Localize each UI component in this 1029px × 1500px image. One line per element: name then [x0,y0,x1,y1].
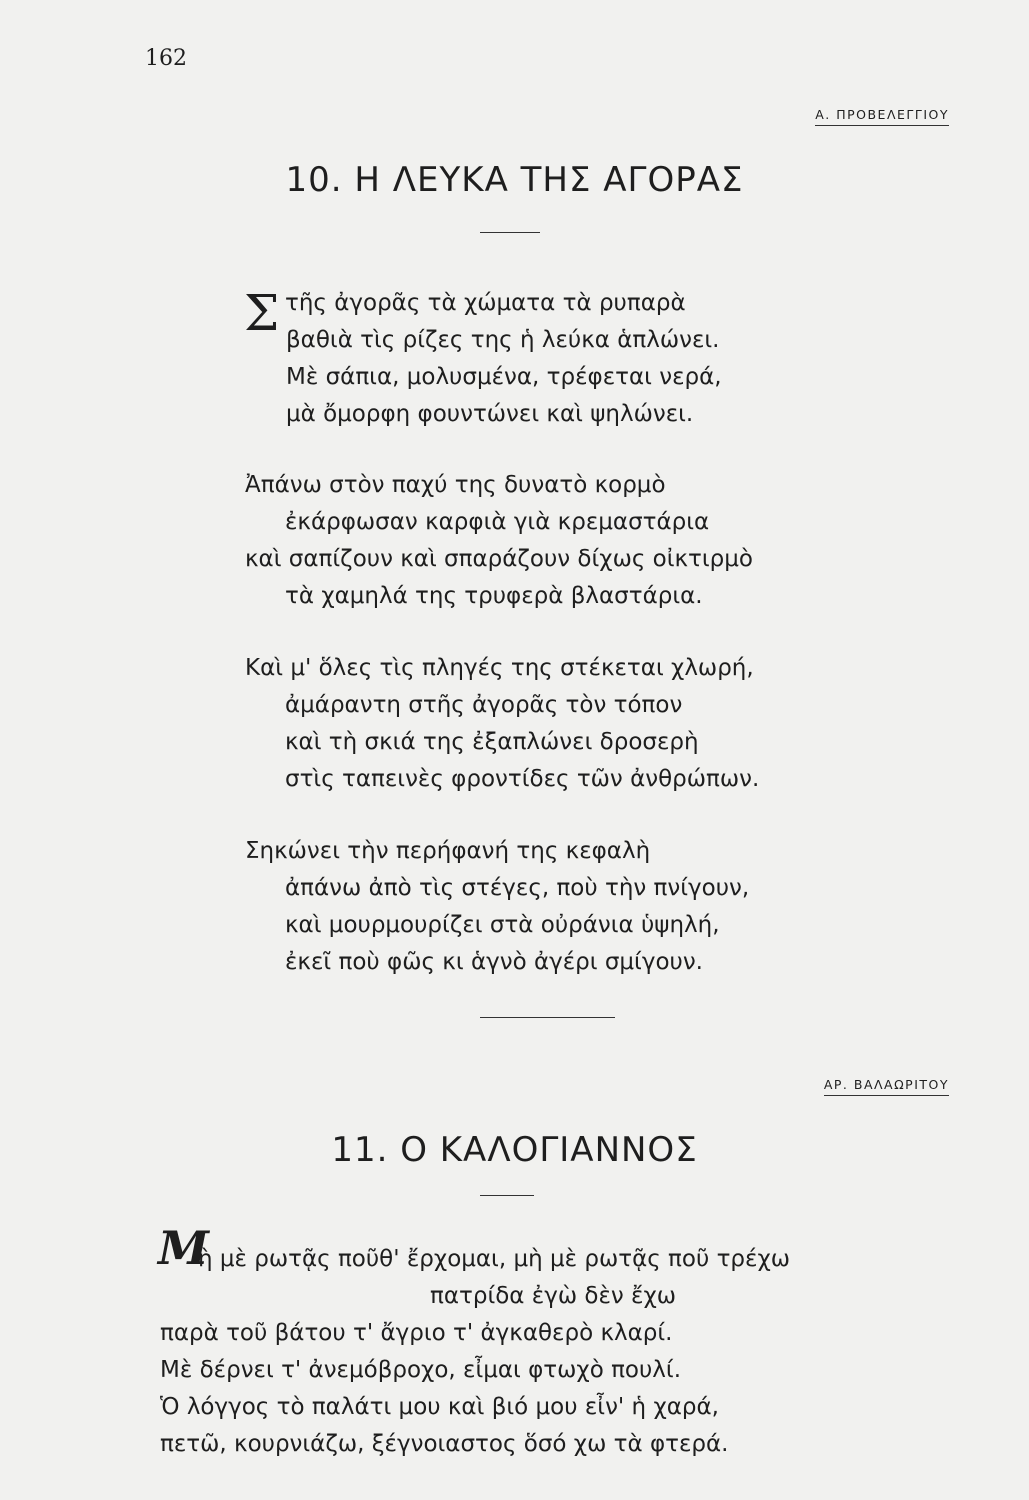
poem-line: τὰ χαμηλά της τρυφερὰ βλαστάρια. [285,583,703,609]
poem-line: Μὲ δέρνει τ' ἀνεμόβροχο, εἶμαι φτωχὸ πουλί. [160,1357,682,1383]
poem-line: καὶ μουρμουρίζει στὰ οὐράνια ὑψηλή, [285,912,720,938]
poem-line: πατρίδα ἐγὼ δὲν ἔχω [430,1283,677,1309]
poem-line: Σηκώνει τὴν περήφανή της κεφαλὴ [245,838,651,864]
page-number: 162 [145,46,187,71]
poem-line: Ὁ λόγγος τὸ παλάτι μου καὶ βιό μου εἶν' ἡ χαρά, [160,1394,719,1420]
title-underline [480,1195,534,1196]
poem-line: ἐκάρφωσαν καρφιὰ γιὰ κρεμαστάρια [285,509,710,535]
title-underline [480,232,540,233]
poem1-author: Α. ΠΡΟΒΕΛΕΓΓΙΟΥ [815,107,949,126]
poem-line: στὶς ταπεινὲς φροντίδες τῶν ἀνθρώπων. [285,766,760,792]
poem-line: ἐκεῖ ποὺ φῶς κι ἁγνὸ ἀγέρι σμίγουν. [285,949,703,975]
poem-line: ὴ μὲ ρωτᾷς ποῦθ' ἔρχομαι, μὴ μὲ ρωτᾷς ποῦ τρέχω [198,1246,791,1272]
poem-line: Ἀπάνω στὸν παχύ της δυνατὸ κορμὸ [245,472,666,498]
poem2-title: 11. Ο ΚΑΛΟΓΙΑΝΝΟΣ [331,1130,698,1170]
poem2-author: ΑΡ. ΒΑΛΑΩΡΙΤΟΥ [824,1077,949,1096]
section-divider [480,1017,615,1018]
poem-line: ἀμάραντη στῆς ἀγορᾶς τὸν τόπον [285,692,683,718]
poem-line: καὶ τὴ σκιά της ἐξαπλώνει δροσερὴ [285,729,699,755]
poem-line: τῆς ἀγορᾶς τὰ χώματα τὰ ρυπαρὰ [285,290,686,316]
poem-line: παρὰ τοῦ βάτου τ' ἄγριο τ' ἀγκαθερὸ κλαρί. [160,1320,673,1346]
poem2-dropcap: Μ [158,1221,209,1275]
poem-line: Μὲ σάπια, μολυσμένα, τρέφεται νερά, [286,364,722,390]
poem1-dropcap: Σ [244,284,280,342]
poem-line: Καὶ μ' ὅλες τὶς πληγές της στέκεται χλωρή, [245,655,754,681]
poem-line: μὰ ὄμορφη φουντώνει καὶ ψηλώνει. [286,401,694,427]
poem-line: καὶ σαπίζουν καὶ σπαράζουν δίχως οἰκτιρμὸ [245,546,753,572]
poem-line: βαθιὰ τὶς ρίζες της ἡ λεύκα ἁπλώνει. [286,327,720,353]
poem1-title: 10. Η ΛΕΥΚΑ ΤΗΣ ΑΓΟΡΑΣ [285,160,744,200]
poem-line: πετῶ, κουρνιάζω, ξέγνοιαστος ὅσό χω τὰ φτερά. [160,1431,729,1457]
poem-line: ἀπάνω ἀπὸ τὶς στέγες, ποὺ τὴν πνίγουν, [285,875,750,901]
